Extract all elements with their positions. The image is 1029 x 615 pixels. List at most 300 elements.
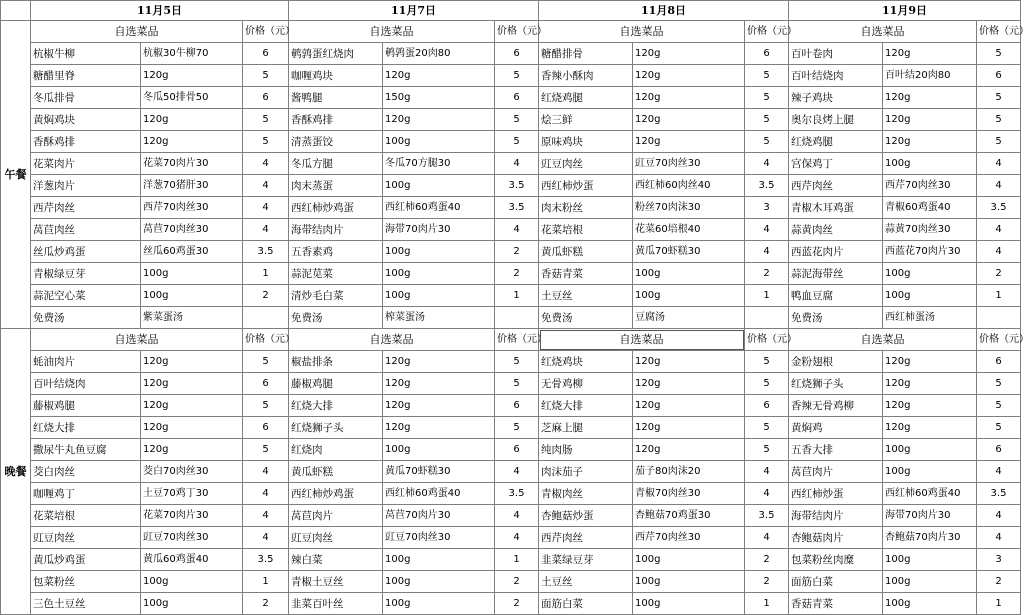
dish-portion[interactable]: 西蓝花70肉片30 bbox=[883, 241, 977, 263]
dish-price[interactable]: 2 bbox=[745, 571, 789, 593]
dish-portion[interactable]: 西芹70肉丝30 bbox=[883, 175, 977, 197]
dish-price[interactable]: 5 bbox=[243, 131, 289, 153]
dish-portion[interactable]: 120g bbox=[883, 395, 977, 417]
dish-price[interactable]: 4 bbox=[977, 219, 1021, 241]
dish-name[interactable]: 免费汤 bbox=[31, 307, 141, 329]
dish-name[interactable]: 五香大排 bbox=[789, 439, 883, 461]
dish-price[interactable]: 5 bbox=[977, 373, 1021, 395]
select-dishes-header[interactable]: 自选菜品 bbox=[31, 329, 243, 351]
dish-portion[interactable]: 100g bbox=[383, 549, 495, 571]
dish-price[interactable]: 4 bbox=[977, 505, 1021, 527]
dish-name[interactable]: 糖醋排骨 bbox=[539, 43, 633, 65]
dish-portion[interactable]: 100g bbox=[633, 263, 745, 285]
dish-price[interactable]: 5 bbox=[745, 373, 789, 395]
dish-portion[interactable]: 西红柿60肉丝40 bbox=[633, 175, 745, 197]
dish-portion[interactable]: 杏鲍菇70肉片30 bbox=[883, 527, 977, 549]
dish-price[interactable]: 2 bbox=[243, 593, 289, 615]
dish-portion[interactable]: 100g bbox=[633, 571, 745, 593]
dish-portion[interactable]: 青椒60鸡蛋40 bbox=[883, 197, 977, 219]
dish-price[interactable]: 1 bbox=[977, 285, 1021, 307]
dish-portion[interactable]: 莴苣70肉片30 bbox=[383, 505, 495, 527]
dish-name[interactable]: 蒜泥海带丝 bbox=[789, 263, 883, 285]
dish-price[interactable]: 5 bbox=[243, 351, 289, 373]
dish-name[interactable]: 香酥鸡排 bbox=[289, 109, 383, 131]
dish-portion[interactable]: 120g bbox=[883, 373, 977, 395]
dish-price[interactable]: 2 bbox=[243, 285, 289, 307]
dish-price[interactable]: 5 bbox=[495, 131, 539, 153]
dish-price[interactable]: 2 bbox=[745, 549, 789, 571]
dish-portion[interactable]: 100g bbox=[383, 131, 495, 153]
dish-portion[interactable]: 洋葱70猪肝30 bbox=[141, 175, 243, 197]
dish-price[interactable]: 4 bbox=[495, 505, 539, 527]
dish-price[interactable]: 5 bbox=[977, 109, 1021, 131]
dish-name[interactable]: 面筋白菜 bbox=[789, 571, 883, 593]
dish-portion[interactable]: 120g bbox=[141, 109, 243, 131]
dish-price[interactable]: 6 bbox=[495, 439, 539, 461]
dish-name[interactable]: 蒜黄肉丝 bbox=[789, 219, 883, 241]
dish-portion[interactable]: 花菜60培根40 bbox=[633, 219, 745, 241]
dish-portion[interactable]: 120g bbox=[633, 65, 745, 87]
dish-name[interactable]: 杏鲍菇炒蛋 bbox=[539, 505, 633, 527]
dish-price[interactable]: 4 bbox=[977, 241, 1021, 263]
dish-portion[interactable]: 西红柿60鸡蛋40 bbox=[883, 483, 977, 505]
dish-portion[interactable]: 豇豆70肉丝30 bbox=[141, 527, 243, 549]
dish-name[interactable]: 西红柿炒蛋 bbox=[539, 175, 633, 197]
dish-name[interactable]: 土豆丝 bbox=[539, 285, 633, 307]
dish-portion[interactable]: 120g bbox=[883, 109, 977, 131]
dish-price[interactable]: 5 bbox=[495, 65, 539, 87]
dish-name[interactable]: 藤椒鸡腿 bbox=[31, 395, 141, 417]
dish-price[interactable]: 5 bbox=[745, 65, 789, 87]
dish-name[interactable]: 黄焖鸡 bbox=[789, 417, 883, 439]
dish-price[interactable]: 5 bbox=[977, 131, 1021, 153]
dish-portion[interactable]: 茭白70肉丝30 bbox=[141, 461, 243, 483]
dish-portion[interactable]: 120g bbox=[633, 87, 745, 109]
dish-name[interactable]: 香菇青菜 bbox=[789, 593, 883, 615]
dish-name[interactable]: 五香素鸡 bbox=[289, 241, 383, 263]
dish-price[interactable]: 6 bbox=[745, 395, 789, 417]
dish-name[interactable]: 肉末粉丝 bbox=[539, 197, 633, 219]
dish-price[interactable] bbox=[495, 307, 539, 329]
dish-price[interactable]: 5 bbox=[745, 109, 789, 131]
dish-name[interactable]: 红烧鸡腿 bbox=[539, 87, 633, 109]
dish-price[interactable]: 1 bbox=[495, 285, 539, 307]
dish-name[interactable]: 西芹肉丝 bbox=[31, 197, 141, 219]
dish-price[interactable]: 4 bbox=[745, 219, 789, 241]
dish-portion[interactable]: 黄瓜70虾糕30 bbox=[383, 461, 495, 483]
dish-price[interactable]: 4 bbox=[243, 505, 289, 527]
dish-portion[interactable]: 120g bbox=[383, 395, 495, 417]
dish-name[interactable]: 清炒毛白菜 bbox=[289, 285, 383, 307]
dish-name[interactable]: 藤椒鸡腿 bbox=[289, 373, 383, 395]
dish-price[interactable]: 4 bbox=[243, 175, 289, 197]
dish-name[interactable]: 黄瓜虾糕 bbox=[539, 241, 633, 263]
dish-portion[interactable]: 120g bbox=[141, 439, 243, 461]
dish-price[interactable]: 6 bbox=[495, 43, 539, 65]
dish-name[interactable]: 冬瓜排骨 bbox=[31, 87, 141, 109]
dish-portion[interactable]: 紫菜蛋汤 bbox=[141, 307, 243, 329]
dish-price[interactable]: 4 bbox=[495, 153, 539, 175]
dish-price[interactable]: 5 bbox=[977, 417, 1021, 439]
dish-name[interactable]: 蒜泥空心菜 bbox=[31, 285, 141, 307]
dish-portion[interactable]: 120g bbox=[141, 65, 243, 87]
dish-name[interactable]: 香辣无骨鸡柳 bbox=[789, 395, 883, 417]
dish-price[interactable]: 5 bbox=[977, 43, 1021, 65]
dish-name[interactable]: 纯肉肠 bbox=[539, 439, 633, 461]
day-header[interactable]: 11月9日 bbox=[789, 1, 1021, 21]
dish-price[interactable]: 5 bbox=[243, 439, 289, 461]
select-dishes-header[interactable]: 自选菜品 bbox=[31, 21, 243, 43]
dish-portion[interactable]: 100g bbox=[883, 263, 977, 285]
dish-name[interactable]: 丝瓜炒鸡蛋 bbox=[31, 241, 141, 263]
dish-price[interactable] bbox=[745, 307, 789, 329]
dish-price[interactable]: 4 bbox=[977, 153, 1021, 175]
price-header[interactable]: 价格（元） bbox=[495, 21, 539, 43]
dish-portion[interactable]: 100g bbox=[383, 263, 495, 285]
dish-portion[interactable]: 榨菜蛋汤 bbox=[383, 307, 495, 329]
dish-portion[interactable]: 鹌鹑蛋20肉80 bbox=[383, 43, 495, 65]
dish-price[interactable]: 4 bbox=[977, 527, 1021, 549]
select-dishes-header[interactable]: 自选菜品 bbox=[539, 329, 745, 351]
dish-price[interactable]: 2 bbox=[495, 593, 539, 615]
dish-name[interactable]: 奥尔良烤上腿 bbox=[789, 109, 883, 131]
dish-portion[interactable]: 120g bbox=[883, 131, 977, 153]
dish-portion[interactable]: 土豆70鸡丁30 bbox=[141, 483, 243, 505]
dish-name[interactable]: 红烧大排 bbox=[289, 395, 383, 417]
dish-portion[interactable]: 120g bbox=[383, 417, 495, 439]
dish-name[interactable]: 韭菜百叶丝 bbox=[289, 593, 383, 615]
dish-name[interactable]: 包菜粉丝 bbox=[31, 571, 141, 593]
dish-portion[interactable]: 120g bbox=[633, 373, 745, 395]
dish-price[interactable]: 5 bbox=[745, 87, 789, 109]
dish-portion[interactable]: 100g bbox=[883, 153, 977, 175]
dish-portion[interactable]: 100g bbox=[383, 285, 495, 307]
dish-name[interactable]: 莴苣肉丝 bbox=[31, 219, 141, 241]
dish-name[interactable]: 青椒绿豆芽 bbox=[31, 263, 141, 285]
dish-portion[interactable]: 150g bbox=[383, 87, 495, 109]
dish-price[interactable]: 4 bbox=[745, 153, 789, 175]
dish-name[interactable]: 茭白肉丝 bbox=[31, 461, 141, 483]
dish-portion[interactable]: 120g bbox=[883, 43, 977, 65]
dish-portion[interactable]: 100g bbox=[633, 285, 745, 307]
dish-name[interactable]: 莴苣肉片 bbox=[289, 505, 383, 527]
dish-price[interactable]: 3.5 bbox=[745, 505, 789, 527]
price-header[interactable]: 价格（元） bbox=[977, 329, 1021, 351]
dish-price[interactable]: 6 bbox=[243, 417, 289, 439]
dish-price[interactable]: 5 bbox=[745, 439, 789, 461]
dish-name[interactable]: 西红柿炒蛋 bbox=[789, 483, 883, 505]
dish-portion[interactable]: 100g bbox=[383, 571, 495, 593]
dish-price[interactable]: 2 bbox=[745, 263, 789, 285]
dish-portion[interactable]: 西红柿60鸡蛋40 bbox=[383, 197, 495, 219]
dish-portion[interactable]: 120g bbox=[633, 351, 745, 373]
dish-name[interactable]: 免费汤 bbox=[539, 307, 633, 329]
dish-portion[interactable]: 冬瓜70方腿30 bbox=[383, 153, 495, 175]
dish-portion[interactable]: 茄子80肉沫20 bbox=[633, 461, 745, 483]
dish-portion[interactable]: 西芹70肉丝30 bbox=[141, 197, 243, 219]
dish-portion[interactable]: 100g bbox=[883, 285, 977, 307]
dish-name[interactable]: 咖喱鸡丁 bbox=[31, 483, 141, 505]
dish-name[interactable]: 土豆丝 bbox=[539, 571, 633, 593]
dish-name[interactable]: 清蒸蛋饺 bbox=[289, 131, 383, 153]
dish-portion[interactable]: 黄瓜70虾糕30 bbox=[633, 241, 745, 263]
dish-portion[interactable]: 100g bbox=[883, 549, 977, 571]
price-header[interactable]: 价格（元） bbox=[745, 21, 789, 43]
dish-portion[interactable]: 120g bbox=[383, 351, 495, 373]
dish-price[interactable]: 6 bbox=[977, 439, 1021, 461]
price-header[interactable]: 价格（元） bbox=[977, 21, 1021, 43]
price-header[interactable]: 价格（元） bbox=[243, 329, 289, 351]
dish-name[interactable]: 包菜粉丝肉糜 bbox=[789, 549, 883, 571]
dish-name[interactable]: 红烧狮子头 bbox=[289, 417, 383, 439]
dish-price[interactable]: 5 bbox=[495, 373, 539, 395]
dish-portion[interactable]: 120g bbox=[633, 43, 745, 65]
dish-name[interactable]: 黄焖鸡块 bbox=[31, 109, 141, 131]
dish-name[interactable]: 鹌鹑蛋红烧肉 bbox=[289, 43, 383, 65]
dish-name[interactable]: 西红柿炒鸡蛋 bbox=[289, 197, 383, 219]
day-header[interactable]: 11月8日 bbox=[539, 1, 789, 21]
dish-name[interactable]: 椒盐排条 bbox=[289, 351, 383, 373]
dish-portion[interactable]: 100g bbox=[383, 439, 495, 461]
dish-name[interactable]: 青椒木耳鸡蛋 bbox=[789, 197, 883, 219]
dish-name[interactable]: 糖醋里脊 bbox=[31, 65, 141, 87]
day-header[interactable]: 11月7日 bbox=[289, 1, 539, 21]
dish-portion[interactable]: 120g bbox=[883, 351, 977, 373]
dish-portion[interactable]: 100g bbox=[883, 593, 977, 615]
dish-portion[interactable]: 120g bbox=[633, 109, 745, 131]
dish-portion[interactable]: 100g bbox=[883, 571, 977, 593]
dish-price[interactable]: 4 bbox=[495, 219, 539, 241]
dish-portion[interactable]: 120g bbox=[383, 373, 495, 395]
dish-price[interactable]: 1 bbox=[495, 549, 539, 571]
dish-price[interactable]: 4 bbox=[977, 175, 1021, 197]
dish-price[interactable]: 4 bbox=[243, 527, 289, 549]
dish-name[interactable]: 黄瓜炒鸡蛋 bbox=[31, 549, 141, 571]
dish-name[interactable]: 香菇青菜 bbox=[539, 263, 633, 285]
dish-name[interactable]: 辣子鸡块 bbox=[789, 87, 883, 109]
dish-price[interactable]: 4 bbox=[745, 527, 789, 549]
dish-portion[interactable]: 蒜黄70肉丝30 bbox=[883, 219, 977, 241]
dish-portion[interactable]: 120g bbox=[633, 395, 745, 417]
dish-price[interactable]: 5 bbox=[243, 65, 289, 87]
dish-portion[interactable]: 海带70肉片30 bbox=[383, 219, 495, 241]
dish-portion[interactable]: 西芹70肉丝30 bbox=[633, 527, 745, 549]
dish-price[interactable]: 5 bbox=[977, 87, 1021, 109]
dish-price[interactable]: 4 bbox=[495, 461, 539, 483]
dish-portion[interactable]: 100g bbox=[383, 593, 495, 615]
dish-name[interactable]: 花菜肉片 bbox=[31, 153, 141, 175]
dish-portion[interactable]: 120g bbox=[141, 351, 243, 373]
dish-price[interactable] bbox=[977, 307, 1021, 329]
dish-name[interactable]: 肉沫茄子 bbox=[539, 461, 633, 483]
dish-price[interactable]: 1 bbox=[243, 263, 289, 285]
dish-price[interactable]: 3.5 bbox=[495, 483, 539, 505]
dish-price[interactable]: 4 bbox=[745, 461, 789, 483]
dish-price[interactable]: 5 bbox=[745, 131, 789, 153]
dish-portion[interactable]: 100g bbox=[141, 593, 243, 615]
dish-name[interactable]: 三色土豆丝 bbox=[31, 593, 141, 615]
dish-portion[interactable]: 粉丝70肉沫30 bbox=[633, 197, 745, 219]
dish-portion[interactable]: 豆腐汤 bbox=[633, 307, 745, 329]
dish-name[interactable]: 肉末蒸蛋 bbox=[289, 175, 383, 197]
dish-price[interactable]: 4 bbox=[243, 153, 289, 175]
dish-name[interactable]: 西蓝花肉片 bbox=[789, 241, 883, 263]
dish-price[interactable]: 1 bbox=[745, 285, 789, 307]
dish-portion[interactable]: 100g bbox=[383, 241, 495, 263]
dish-price[interactable] bbox=[243, 307, 289, 329]
dish-name[interactable]: 韭菜绿豆芽 bbox=[539, 549, 633, 571]
dish-price[interactable]: 2 bbox=[977, 263, 1021, 285]
dish-name[interactable]: 杭椒牛柳 bbox=[31, 43, 141, 65]
dish-price[interactable]: 6 bbox=[745, 43, 789, 65]
dish-price[interactable]: 2 bbox=[977, 571, 1021, 593]
dish-portion[interactable]: 120g bbox=[633, 131, 745, 153]
dish-portion[interactable]: 丝瓜60鸡蛋30 bbox=[141, 241, 243, 263]
dish-price[interactable]: 3.5 bbox=[977, 483, 1021, 505]
dish-portion[interactable]: 120g bbox=[383, 65, 495, 87]
dish-portion[interactable]: 100g bbox=[141, 571, 243, 593]
dish-portion[interactable]: 100g bbox=[141, 263, 243, 285]
dish-name[interactable]: 西芹肉丝 bbox=[789, 175, 883, 197]
dish-portion[interactable]: 100g bbox=[633, 593, 745, 615]
select-dishes-header[interactable]: 自选菜品 bbox=[289, 21, 495, 43]
dish-price[interactable]: 4 bbox=[977, 461, 1021, 483]
dish-price[interactable]: 5 bbox=[745, 351, 789, 373]
dish-price[interactable]: 3.5 bbox=[243, 241, 289, 263]
dish-price[interactable]: 6 bbox=[243, 87, 289, 109]
dish-portion[interactable]: 120g bbox=[633, 417, 745, 439]
dish-portion[interactable]: 黄瓜60鸡蛋40 bbox=[141, 549, 243, 571]
dish-name[interactable]: 红烧大排 bbox=[31, 417, 141, 439]
dish-price[interactable]: 2 bbox=[495, 263, 539, 285]
dish-portion[interactable]: 西红柿60鸡蛋40 bbox=[383, 483, 495, 505]
dish-price[interactable]: 5 bbox=[243, 109, 289, 131]
dish-name[interactable]: 西红柿炒鸡蛋 bbox=[289, 483, 383, 505]
dish-portion[interactable]: 青椒70肉丝30 bbox=[633, 483, 745, 505]
dish-name[interactable]: 金粉翅根 bbox=[789, 351, 883, 373]
dish-name[interactable]: 黄瓜虾糕 bbox=[289, 461, 383, 483]
price-header[interactable]: 价格（元） bbox=[745, 329, 789, 351]
dish-name[interactable]: 宫保鸡丁 bbox=[789, 153, 883, 175]
dish-price[interactable]: 4 bbox=[243, 483, 289, 505]
dish-portion[interactable]: 120g bbox=[141, 131, 243, 153]
select-dishes-header[interactable]: 自选菜品 bbox=[289, 329, 495, 351]
dish-portion[interactable]: 西红柿蛋汤 bbox=[883, 307, 977, 329]
dish-name[interactable]: 咖喱鸡块 bbox=[289, 65, 383, 87]
dish-price[interactable]: 3 bbox=[977, 549, 1021, 571]
dish-name[interactable]: 海带结肉片 bbox=[289, 219, 383, 241]
dish-price[interactable]: 1 bbox=[977, 593, 1021, 615]
select-dishes-header[interactable]: 自选菜品 bbox=[789, 21, 977, 43]
dish-portion[interactable]: 百叶结20肉80 bbox=[883, 65, 977, 87]
dish-name[interactable]: 芝麻上腿 bbox=[539, 417, 633, 439]
dish-name[interactable]: 香辣小酥肉 bbox=[539, 65, 633, 87]
dish-portion[interactable]: 杭椒30牛柳70 bbox=[141, 43, 243, 65]
dish-name[interactable]: 百叶结烧肉 bbox=[31, 373, 141, 395]
dish-portion[interactable]: 100g bbox=[141, 285, 243, 307]
dish-name[interactable]: 洋葱肉片 bbox=[31, 175, 141, 197]
dish-portion[interactable]: 冬瓜50排骨50 bbox=[141, 87, 243, 109]
dish-name[interactable]: 无骨鸡柳 bbox=[539, 373, 633, 395]
dish-name[interactable]: 杏鲍菇肉片 bbox=[789, 527, 883, 549]
dish-price[interactable]: 4 bbox=[243, 197, 289, 219]
dish-portion[interactable]: 莴苣70肉丝30 bbox=[141, 219, 243, 241]
dish-portion[interactable]: 120g bbox=[883, 417, 977, 439]
dish-name[interactable]: 免费汤 bbox=[789, 307, 883, 329]
dish-price[interactable]: 3.5 bbox=[495, 197, 539, 219]
dish-name[interactable]: 花菜培根 bbox=[539, 219, 633, 241]
price-header[interactable]: 价格（元） bbox=[243, 21, 289, 43]
dish-name[interactable]: 酱鸭腿 bbox=[289, 87, 383, 109]
dish-price[interactable]: 4 bbox=[243, 219, 289, 241]
select-dishes-header[interactable]: 自选菜品 bbox=[789, 329, 977, 351]
dish-name[interactable]: 花菜培根 bbox=[31, 505, 141, 527]
dish-price[interactable]: 6 bbox=[495, 87, 539, 109]
dish-portion[interactable]: 豇豆70肉丝30 bbox=[383, 527, 495, 549]
dish-price[interactable]: 3.5 bbox=[977, 197, 1021, 219]
dish-portion[interactable]: 100g bbox=[883, 461, 977, 483]
dish-name[interactable]: 红烧大排 bbox=[539, 395, 633, 417]
select-dishes-header[interactable]: 自选菜品 bbox=[539, 21, 745, 43]
dish-price[interactable]: 4 bbox=[495, 527, 539, 549]
dish-name[interactable]: 面筋白菜 bbox=[539, 593, 633, 615]
dish-name[interactable]: 海带结肉片 bbox=[789, 505, 883, 527]
dish-price[interactable]: 4 bbox=[745, 241, 789, 263]
dish-portion[interactable]: 100g bbox=[883, 439, 977, 461]
dish-portion[interactable]: 100g bbox=[383, 175, 495, 197]
dish-price[interactable]: 3 bbox=[745, 197, 789, 219]
dish-name[interactable]: 烩三鲜 bbox=[539, 109, 633, 131]
dish-portion[interactable]: 120g bbox=[383, 109, 495, 131]
dish-price[interactable]: 4 bbox=[243, 461, 289, 483]
dish-name[interactable]: 青椒肉丝 bbox=[539, 483, 633, 505]
dish-price[interactable]: 5 bbox=[745, 417, 789, 439]
dish-price[interactable]: 2 bbox=[495, 241, 539, 263]
dish-portion[interactable]: 120g bbox=[141, 373, 243, 395]
dish-name[interactable]: 蒜泥苋菜 bbox=[289, 263, 383, 285]
dish-portion[interactable]: 杏鲍菇70鸡蛋30 bbox=[633, 505, 745, 527]
dish-portion[interactable]: 120g bbox=[141, 417, 243, 439]
dish-name[interactable]: 红烧鸡腿 bbox=[789, 131, 883, 153]
dish-price[interactable]: 3.5 bbox=[243, 549, 289, 571]
dish-portion[interactable]: 豇豆70肉丝30 bbox=[633, 153, 745, 175]
dish-name[interactable]: 鸭血豆腐 bbox=[789, 285, 883, 307]
dish-name[interactable]: 豇豆肉丝 bbox=[539, 153, 633, 175]
dish-price[interactable]: 1 bbox=[745, 593, 789, 615]
dish-name[interactable]: 辣白菜 bbox=[289, 549, 383, 571]
dish-name[interactable]: 免费汤 bbox=[289, 307, 383, 329]
dish-price[interactable]: 3.5 bbox=[495, 175, 539, 197]
dish-price[interactable]: 5 bbox=[495, 351, 539, 373]
dish-portion[interactable]: 100g bbox=[633, 549, 745, 571]
dish-price[interactable]: 5 bbox=[977, 395, 1021, 417]
dish-price[interactable]: 6 bbox=[495, 395, 539, 417]
day-header[interactable]: 11月5日 bbox=[31, 1, 289, 21]
dish-name[interactable]: 香酥鸡排 bbox=[31, 131, 141, 153]
dish-name[interactable]: 青椒土豆丝 bbox=[289, 571, 383, 593]
dish-price[interactable]: 3.5 bbox=[745, 175, 789, 197]
dish-portion[interactable]: 120g bbox=[633, 439, 745, 461]
dish-name[interactable]: 红烧鸡块 bbox=[539, 351, 633, 373]
dish-name[interactable]: 撒尿牛丸鱼豆腐 bbox=[31, 439, 141, 461]
dish-price[interactable]: 5 bbox=[495, 109, 539, 131]
dish-name[interactable]: 莴苣肉片 bbox=[789, 461, 883, 483]
dish-name[interactable]: 蚝油肉片 bbox=[31, 351, 141, 373]
dish-price[interactable]: 6 bbox=[243, 43, 289, 65]
dish-name[interactable]: 冬瓜方腿 bbox=[289, 153, 383, 175]
dish-name[interactable]: 百叶结烧肉 bbox=[789, 65, 883, 87]
dish-price[interactable]: 1 bbox=[243, 571, 289, 593]
